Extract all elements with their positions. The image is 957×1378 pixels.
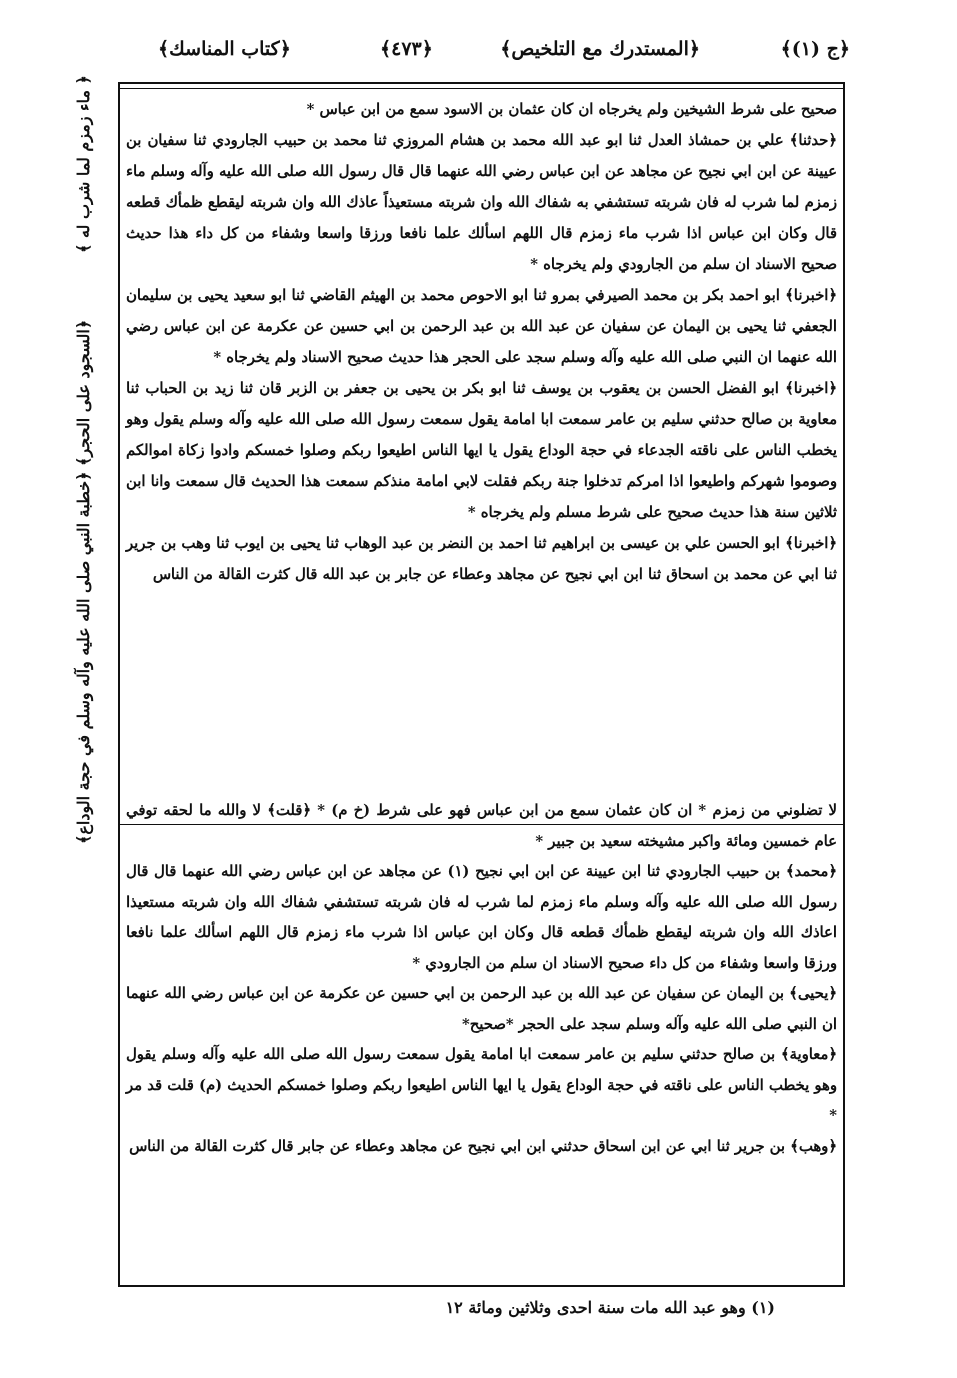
volume-label: ﴿ج (١)﴾ <box>780 38 850 60</box>
main-paragraph: ﴿اخبرنا﴾ ابو الحسن علي بن عيسى بن ابراهيم ثنا احمد بن النضر بن عبد الوهاب ثنا يحيى بن ايوب ثنا وهب بن جرير ثنا ابي عن محمد بن اسحاق ثنا ابن ابي نجيح عن مجاهد وعطاء عن جابر بن عبد الله قال كثرت القالة من الناس <box>126 535 837 583</box>
margin-note-zamzam: ﴿ ماء زمزم لما شرب له ﴾ <box>74 75 93 253</box>
main-paragraph: ﴿حدثنا﴾ علي بن حمشاذ العدل ثنا ابو عبد الله محمد بن هشام المروزي ثنا محمد بن حبيب الجارودي ثنا سفيان بن عيينة عن ابن ابي نجيح عن مجاهد عن ابن عباس رضي الله عنهما قال قال رسول الله صلى الله عليه وآله وسلم ماء زمزم لما شرب له فان شربته تستشفي به شفاك الله وان شربته مستعيذاً عاذك الله وان شربته ليقطع ظمأك قطعه قال وكان ابن عباس اذا شرب ماء زمزم قال اللهم اسألك علما نافعا ورزقا واسعا وشفاء من كل داء هذا حديث صحيح الاسناد ان سلم من الجارودي ولم يخرجاه * <box>126 132 837 273</box>
footnote: (١) وهو عبد الله مات سنة احدى وثلاثين ومائة ١٢ <box>445 1298 775 1317</box>
talkhis-paragraph: لا تضلوني من زمزم * ان كان عثمان سمع من ابن عباس فهو على شرط (خ م) * ﴿قلت﴾ لا والله ما لحقه توفي عام خمسين ومائة واكبر مشيخته سعيد بن جبير * <box>126 802 837 850</box>
main-paragraph: ﴿اخبرنا﴾ ابو الفضل الحسن بن يعقوب بن يوسف ثنا ابو بكر بن يحيى بن جعفر بن الزبر قان ثنا زيد بن الحباب ثنا معاوية بن صالح حدثني سليم بن عامر سمعت ابا امامة يقول سمعت رسول الله صلى الله عليه وآله وسلم يقول وهو يخطب الناس على ناقته الجدعاء في حجة الوداع يقول يا ايها الناس اطيعوا ربكم وصلوا خمسكم وادوا زكاة اموالكم وصوموا شهركم واطيعوا اذا امركم تدخلوا جنة ربكم فقلت لابي امامة منذكم سمعت هذا الحديث قال سمعت وانا ابن ثلاثين سنة هذا حديث صحيح على شرط مسلم ولم يخرجاه * <box>126 380 837 521</box>
talkhis-paragraph: ﴿محمد﴾ بن حبيب الجارودي ثنا ابن عيينة عن ابن ابي نجيح (١) عن مجاهد عن ابن عباس رضي الله عنهما قال قال رسول الله صلى الله عليه وآله وسلم ماء زمزم لما شرب له فان شربته تستشفي شفاك الله وان شربته مستعيذا اعاذك الله وان شربته ليقطع ظمأك قطعه قال وكان ابن عباس اذا شرب ماء زمزم قال اللهم اسألك علما نافعا ورزقا واسعا وشفاء من كل داء صحيح الاسناد ان سلم من الجارودي * <box>126 863 837 972</box>
talkhis-paragraph: ﴿يحيى﴾ بن اليمان عن سفيان عن عبد الله بن عبد الرحمن بن ابي حسين عن عكرمة عن ابن عباس رضي الله عنهما ان النبي صلى الله عليه وآله وسلم سجد على الحجر *صحيح* <box>126 985 837 1033</box>
page-header <box>120 38 850 78</box>
talkhis-text <box>126 796 837 1271</box>
margin-note-sujud-khutba: ﴿السجود على الحجر﴾ ﴿خطبة النبي صلى الله عليه وآله وسلم في حجة الوداع﴾ <box>74 320 93 845</box>
main-paragraph: صحيح على شرط الشيخين ولم يخرجاه ان كان عثمان بن الاسود سمع من ابن عباس * <box>306 101 837 118</box>
text-frame <box>118 82 845 1287</box>
book-title: ﴿كتاب المناسك﴾ <box>158 38 291 60</box>
main-paragraph: ﴿اخبرنا﴾ ابو احمد بكر بن محمد الصيرفي بمرو ثنا ابو الاحوص محمد بن الهيثم القاضي ثنا ابو سعيد يحيى بن سليمان الجعفي ثنا يحيى بن اليمان عن سفيان عن عبد الله بن عبد الرحمن بن ابي حسين عن عكرمة عن ابن عباس رضي الله عنهما ان النبي صلى الله عليه وآله وسلم سجد على الحجر هذا حديث صحيح الاسناد ولم يخرجاه * <box>126 287 837 366</box>
main-text <box>126 94 837 754</box>
running-title: ﴿المستدرك مع التلخيص﴾ <box>500 38 700 60</box>
talkhis-paragraph: ﴿معاوية﴾ بن صالح حدثني سليم بن عامر سمعت ابا امامة يقول سمعت رسول الله صلى الله عليه وآله وسلم يقول وهو يخطب الناس على ناقته في حجة الوداع يقول يا ايها الناس اطيعوا ربكم وصلوا خمسكم الحديث (م) قلت قد مر * <box>126 1046 837 1124</box>
page-number: ﴿٤٧٣﴾ <box>380 38 433 60</box>
talkhis-paragraph: ﴿وهب﴾ بن جرير ثنا ابي عن ابن اسحاق حدثني ابن ابي نجيح عن مجاهد وعطاء عن جابر قال كثرت القالة من الناس <box>129 1137 837 1155</box>
top-rule <box>120 88 843 89</box>
